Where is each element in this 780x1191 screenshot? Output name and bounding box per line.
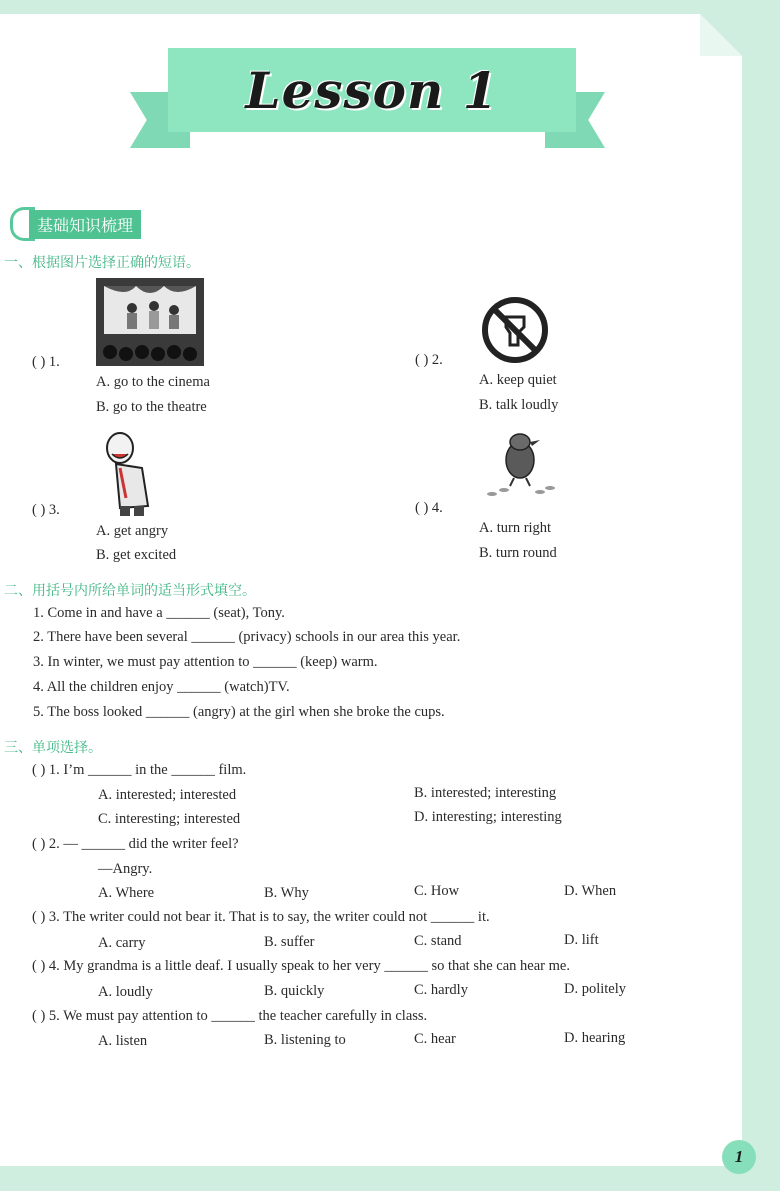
mc-q1-option-a: A. interested; interested [98,787,237,803]
mc-q3-stem[interactable]: ( ) 3. The writer could not bear it. That is to say, the writer could not ______ it. [32,909,490,925]
fill-blank-3[interactable]: 3. In winter, we must pay attention to ______ (keep) warm. [33,654,378,670]
bird-turning-picture [484,430,556,500]
answer-bracket-3[interactable]: ( ) 3. [32,502,60,518]
mc-q5-option-d: D. hearing [564,1030,626,1046]
fill-blank-4[interactable]: 4. All the children enjoy ______ (watch)TV. [33,679,290,695]
part1-heading: 一、根据图片选择正确的短语。 [4,255,200,271]
no-talking-sign-icon [480,295,550,365]
option-3a: A. get angry [96,523,169,539]
section-badge [10,210,141,238]
fill-blank-5[interactable]: 5. The boss looked ______ (angry) at the girl when she broke the cups. [33,704,445,720]
page-number: 1 [722,1140,756,1174]
option-2a: A. keep quiet [479,372,557,388]
part3-heading: 三、单项选择。 [4,740,102,756]
mc-q3-option-d: D. lift [564,932,599,948]
fill-blank-1[interactable]: 1. Come in and have a ______ (seat), Tony. [33,605,285,621]
mc-q1-option-c: C. interesting; interested [98,811,241,827]
mc-q2-option-d: D. When [564,883,617,899]
lesson-title: Lesson 1 [245,60,499,120]
option-1a: A. go to the cinema [96,374,210,390]
mc-q4-option-d: D. politely [564,981,627,997]
answer-bracket-2[interactable]: ( ) 2. [415,352,443,368]
option-2b: B. talk loudly [479,397,559,413]
part2-heading: 二、用括号内所给单词的适当形式填空。 [4,583,256,599]
option-4b: B. turn round [479,545,557,561]
mc-q3-option-b: B. suffer [264,934,315,950]
option-1b: B. go to the theatre [96,399,207,415]
mc-q4-stem[interactable]: ( ) 4. My grandma is a little deaf. I usually speak to her very ______ so that she can hear me. [32,958,570,974]
answer-bracket-1[interactable]: ( ) 1. [32,354,60,370]
mc-q2-answer-line: —Angry. [98,861,153,877]
mc-q2-option-c: C. How [414,883,460,899]
mc-q2-option-b: B. Why [264,885,309,901]
lesson-banner [168,48,576,132]
mc-q5-option-a: A. listen [98,1033,148,1049]
mc-q4-option-c: C. hardly [414,982,468,998]
mc-q3-option-c: C. stand [414,933,462,949]
page-corner-fold [700,14,742,56]
fill-blank-2[interactable]: 2. There have been several ______ (privacy) schools in our area this year. [33,629,461,645]
mc-q2-stem[interactable]: ( ) 2. — ______ did the writer feel? [32,836,239,852]
option-3b: B. get excited [96,547,177,563]
mc-q5-option-b: B. listening to [264,1032,346,1048]
angry-man-picture [98,428,158,518]
theatre-picture [96,278,204,366]
mc-q3-option-a: A. carry [98,935,146,951]
mc-q4-option-a: A. loudly [98,984,153,1000]
mc-q5-stem[interactable]: ( ) 5. We must pay attention to ______ the teacher carefully in class. [32,1008,428,1024]
mc-q4-option-b: B. quickly [264,983,325,999]
option-4a: A. turn right [479,520,552,536]
mc-q1-stem[interactable]: ( ) 1. I’m ______ in the ______ film. [32,762,247,778]
mc-q2-option-a: A. Where [98,885,155,901]
mc-q5-option-c: C. hear [414,1031,456,1047]
section-badge-label: 基础知识梳理 [29,210,141,239]
mc-q1-option-b: B. interested; interesting [414,785,557,801]
answer-bracket-4[interactable]: ( ) 4. [415,500,443,516]
mc-q1-option-d: D. interesting; interesting [414,809,562,825]
